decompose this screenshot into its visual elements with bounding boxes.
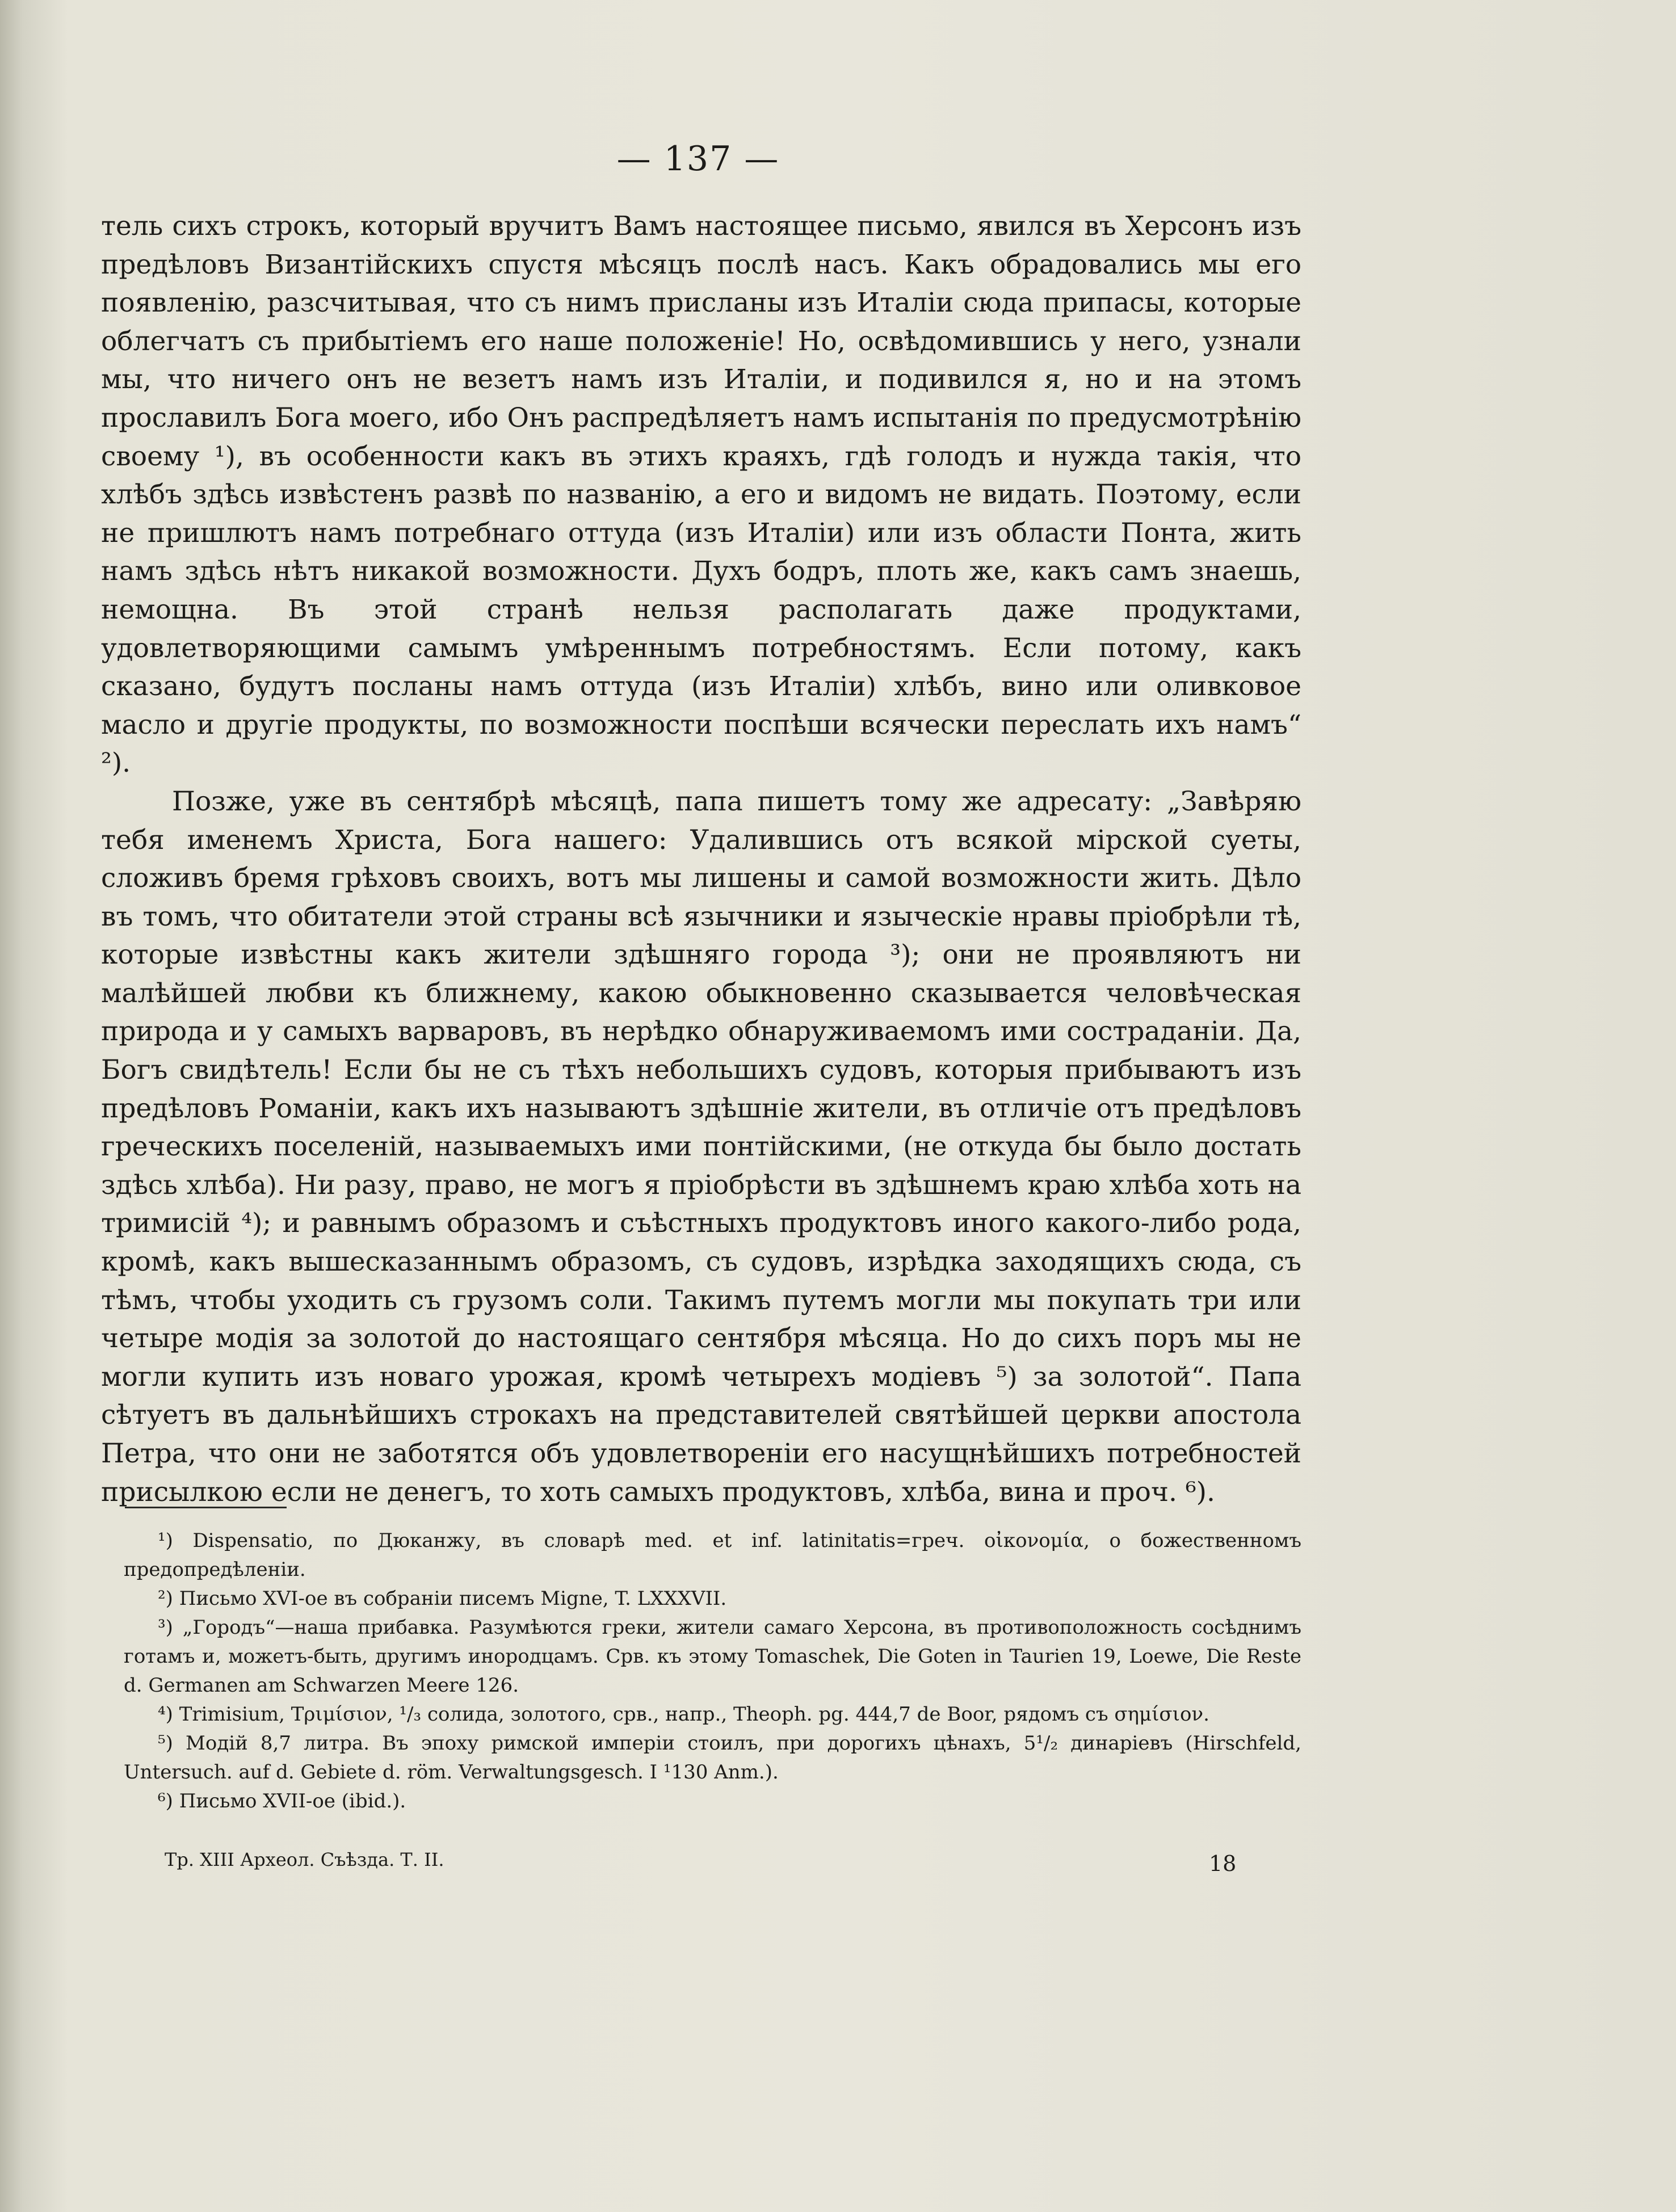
footnote-2: ²) Письмо XVI-ое въ собраніи писемъ Migne, T. LXXXVII.: [158, 1587, 727, 1610]
footnote-4: ⁴) Trimisium, Τριμίσιον, ¹/₃ солида, золотого, срв., напр., Theoph. pg. 444,7 de Boor, рядомъ съ σημίσιον.: [158, 1703, 1209, 1726]
footnote-1: ¹) Dispensatio, по Дюканжу, въ словарѣ med. et inf. latinitatis=греч. οἰκονομία, о божественномъ предопредѣленіи.: [124, 1529, 1301, 1581]
main-text: [101, 207, 1301, 1511]
footnote-3: ³) „Городъ“—наша прибавка. Разумѣются греки, жители самаго Херсона, въ противоположность сосѣднимъ готамъ и, можетъ-быть, другимъ инородцамъ. Срв. къ этому Tomaschek, Die Goten in Taurien 19, Loewe, Die Reste d. Germanen am Schwarzen Meere 126.: [124, 1616, 1301, 1697]
footnote-6: ⁶) Письмо XVII-ое (ibid.).: [158, 1790, 406, 1813]
sheet-number: 18: [1209, 1851, 1237, 1876]
footnote-divider: [125, 1507, 287, 1508]
paragraph-2: Позже, уже въ сентябрѣ мѣсяцѣ, папа пишетъ тому же адресату: „Завѣряю тебя именемъ Христа, Бога нашего: Удалившись отъ всякой мірской суеты, сложивъ бремя грѣховъ своихъ, вотъ мы лишены и самой возможности жить. Дѣло въ томъ, что обитатели этой страны всѣ язычники и языческіе нравы пріобрѣли тѣ, которые извѣстны какъ жители здѣшняго города ³); они не проявляютъ ни малѣйшей любви къ ближнему, какою обыкновенно сказывается человѣческая природа и у самыхъ варваровъ, въ нерѣдко обнаруживаемомъ ими состраданіи. Да, Богъ свидѣтель! Если бы не съ тѣхъ небольшихъ судовъ, которыя прибываютъ изъ предѣловъ Романіи, какъ ихъ называютъ здѣшніе жители, въ отличіе отъ предѣловъ греческихъ поселеній, называемыхъ ими понтійскими, (не откуда бы было достать здѣсь хлѣба). Ни разу, право, не могъ я пріобрѣсти въ здѣшнемъ краю хлѣба хоть на тримисій ⁴); и равнымъ образомъ и съѣстныхъ продуктовъ иного какого-либо рода, кромѣ, какъ вышесказаннымъ образомъ, съ судовъ, изрѣдка заходящихъ сюда, съ тѣмъ, чтобы уходить съ грузомъ соли. Такимъ путемъ могли мы покупать три или четыре модія за золотой до настоящаго сентября мѣсяца. Но до сихъ поръ мы не могли купить изъ новаго урожая, кромѣ четырехъ модіевъ ⁵) за золотой“. Папа сѣтуетъ въ дальнѣйшихъ строкахъ на представителей святѣйшей церкви апостола Петра, что они не заботятся объ удовлетвореніи его насущнѣйшихъ потребностей присылкою если не денегъ, то хоть самыхъ продуктовъ, хлѣба, вина и проч. ⁶).: [101, 785, 1301, 1508]
page-number: — 137 —: [616, 139, 780, 179]
footnote-5: ⁵) Модій 8,7 литра. Въ эпоху римской имперіи стоилъ, при дорогихъ цѣнахъ, 5¹/₂ динаріевъ (Hirschfeld, Untersuch. auf d. Gebiete d. röm. Verwaltungsgesch. I ¹130 Anm.).: [124, 1732, 1301, 1784]
paragraph-1: тель сихъ строкъ, который вручитъ Вамъ настоящее письмо, явился въ Херсонъ изъ предѣловъ Византійскихъ спустя мѣсяцъ послѣ насъ. Какъ обрадовались мы его появленію, разсчитывая, что съ нимъ присланы изъ Италіи сюда припасы, которые облегчатъ съ прибытіемъ его наше положеніе! Но, освѣдомившись у него, узнали мы, что ничего онъ не везетъ намъ изъ Италіи, и подивился я, но и на этомъ прославилъ Бога моего, ибо Онъ распредѣляетъ намъ испытанія по предусмотрѣнію своему ¹), въ особенности какъ въ этихъ краяхъ, гдѣ голодъ и нужда такія, что хлѣбъ здѣсь извѣстенъ развѣ по названію, а его и видомъ не видать. Поэтому, если не пришлютъ намъ потребнаго оттуда (изъ Италіи) или изъ области Понта, жить намъ здѣсь нѣтъ никакой возможности. Духъ бодръ, плоть же, какъ самъ знаешь, немощна. Въ этой странѣ нельзя располагать даже продуктами, удовлетворяющими самымъ умѣреннымъ потребностямъ. Если потому, какъ сказано, будутъ посланы намъ оттуда (изъ Италіи) хлѣбъ, вино или оливковое масло и другіе продукты, по возможности поспѣши всячески переслать ихъ намъ“ ²).: [101, 211, 1301, 779]
signature-line: Тр. XIII Археол. Съѣзда. Т. II.: [165, 1849, 444, 1870]
footnotes: [124, 1526, 1301, 1816]
